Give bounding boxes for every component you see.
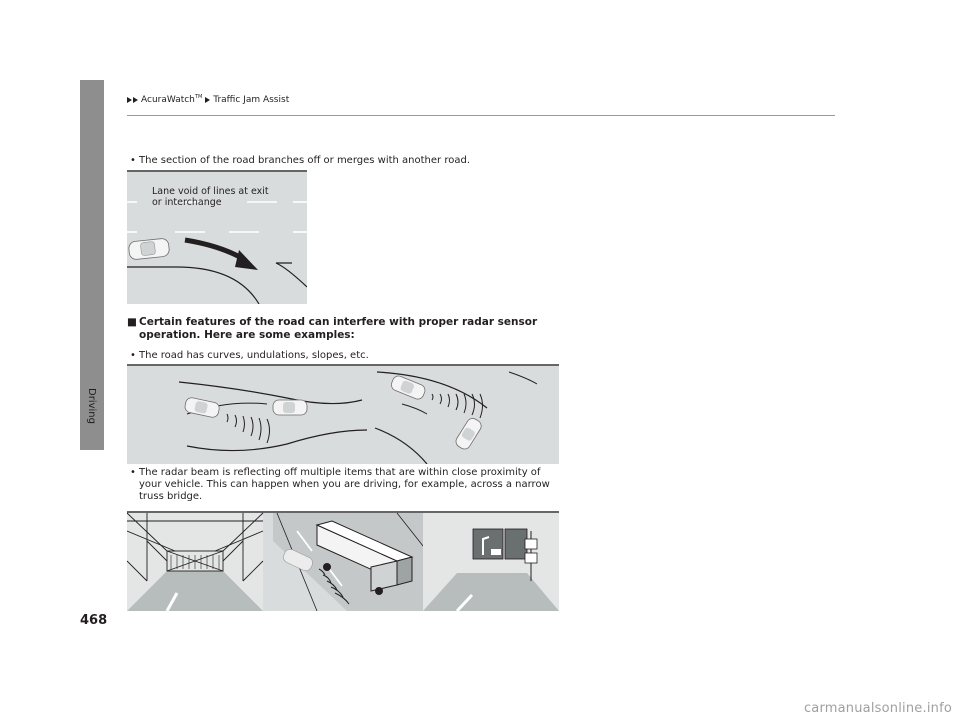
- page-number: 468: [80, 613, 108, 628]
- bullet-glyph: •: [130, 155, 136, 166]
- lane-exit-label: Lane void of lines at exit or interchange: [152, 186, 269, 208]
- figure-radar-reflection: [127, 511, 559, 611]
- car-icon: [128, 238, 170, 260]
- road-curves-illustration: [127, 364, 559, 464]
- breadcrumb-page: Traffic Jam Assist: [213, 94, 290, 105]
- chapter-label: Driving: [86, 388, 97, 424]
- truss-bridge-icon: [127, 513, 263, 611]
- bullet-radar-reflection: • The radar beam is reflecting off multiple items that are within close proximity of your vehicle. This can happen when you are driving, for example, across a narrow truss bridge.: [130, 467, 550, 502]
- header-rule: [127, 115, 835, 116]
- car-icon: [273, 400, 307, 415]
- breadcrumb-arrow-icon: [127, 97, 132, 103]
- breadcrumb-arrow-icon: [205, 97, 210, 103]
- radar-reflection-illustration: [127, 511, 559, 611]
- heading-square-icon: ■: [127, 316, 137, 328]
- breadcrumb-arrow-icon: [133, 97, 138, 103]
- bullet-branch-merge: • The section of the road branches off or merges with another road.: [130, 155, 471, 166]
- breadcrumb-section[interactable]: AcuraWatch™: [141, 94, 203, 105]
- figure-road-curves: [127, 364, 559, 464]
- watermark: carmanualsonline.info: [803, 701, 952, 716]
- road-sign-icon: [423, 513, 559, 611]
- bullet-curves: • The road has curves, undulations, slopes, etc.: [130, 350, 369, 361]
- breadcrumb: [127, 94, 289, 105]
